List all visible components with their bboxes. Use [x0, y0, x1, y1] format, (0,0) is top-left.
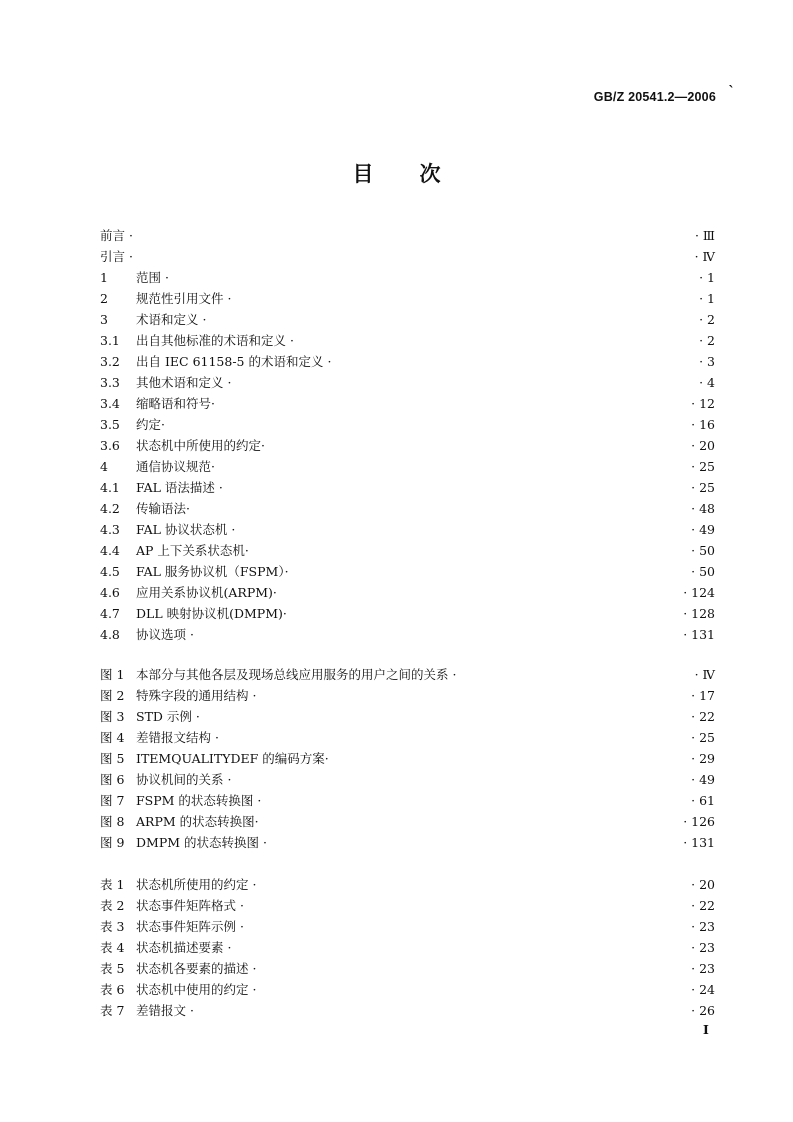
- toc-entry-title: AP 上下关系状态机·: [136, 543, 249, 558]
- toc-entry-page: · 25: [691, 459, 715, 474]
- toc-entry-title: DLL 映射协议机(DMPM)·: [136, 606, 287, 621]
- toc-entry-title: FAL 协议状态机 ·: [136, 522, 236, 537]
- toc-entry[interactable]: [100, 874, 715, 895]
- toc-entry-title: 差错报文结构 ·: [136, 730, 219, 745]
- toc-entry-number: 图 4: [100, 730, 125, 745]
- toc-entry-title: 规范性引用文件 ·: [136, 291, 232, 306]
- toc-entry-number: 4: [100, 459, 108, 474]
- toc-entry-number: 图 7: [100, 793, 125, 808]
- toc-entry-number: 4.7: [100, 606, 120, 621]
- toc-entry-page: · 3: [699, 354, 715, 369]
- toc-entry-page: · 24: [691, 982, 715, 997]
- toc-entry-number: 表 1: [100, 877, 125, 892]
- toc-entry[interactable]: [100, 267, 715, 288]
- toc-entry[interactable]: [100, 958, 715, 979]
- corner-mark: `: [728, 84, 735, 100]
- toc-entry-page: · 26: [691, 1003, 715, 1018]
- toc-entry-page: · 131: [683, 835, 715, 850]
- toc-entry-title: 差错报文 ·: [136, 1003, 194, 1018]
- toc-entry[interactable]: [100, 351, 715, 372]
- toc-entry[interactable]: [100, 246, 715, 267]
- toc-entry-title: 引言 ·: [100, 249, 133, 264]
- toc-entry-page: · 49: [691, 772, 715, 787]
- toc-entry-page: · 23: [691, 961, 715, 976]
- toc-entry[interactable]: [100, 706, 715, 727]
- toc-entry-title: 其他术语和定义 ·: [136, 375, 232, 390]
- standard-code: GB/Z 20541.2—2006: [593, 90, 716, 104]
- toc-entry[interactable]: [100, 414, 715, 435]
- toc-entry-title: 状态事件矩阵格式 ·: [136, 898, 244, 913]
- toc-entry-page: · 126: [683, 814, 715, 829]
- toc-entry[interactable]: [100, 769, 715, 790]
- toc-entry-page: · 22: [691, 709, 715, 724]
- toc-entry-page: · 23: [691, 919, 715, 934]
- toc-entry-title: 状态机所使用的约定 ·: [136, 877, 257, 892]
- toc-entry-number: 3.3: [100, 375, 120, 390]
- toc-entry-page: · 49: [691, 522, 715, 537]
- toc-entry-page: · 2: [699, 333, 715, 348]
- toc-entry-page: · 124: [683, 585, 715, 600]
- toc-entry-page: · 50: [691, 543, 715, 558]
- toc-entry-page: · 25: [691, 730, 715, 745]
- toc-entry-number: 3.4: [100, 396, 120, 411]
- toc-entry[interactable]: [100, 811, 715, 832]
- toc-entry-number: 图 1: [100, 667, 125, 682]
- toc-entry-page: · 25: [691, 480, 715, 495]
- toc-entry[interactable]: [100, 498, 715, 519]
- toc-tables: [100, 874, 715, 1021]
- toc-entry-title: 状态事件矩阵示例 ·: [136, 919, 244, 934]
- toc-entry-number: 图 9: [100, 835, 125, 850]
- toc-entry-number: 2: [100, 291, 108, 306]
- toc-entry-title: 协议机间的关系 ·: [136, 772, 232, 787]
- toc-entry[interactable]: [100, 832, 715, 853]
- toc-entry-page: · 131: [683, 627, 715, 642]
- toc-entry-number: 4.8: [100, 627, 120, 642]
- toc-entry-page: · 128: [683, 606, 715, 621]
- toc-entry-title: 状态机各要素的描述 ·: [136, 961, 257, 976]
- toc-entry[interactable]: [100, 624, 715, 645]
- toc-entry-title: 通信协议规范·: [136, 459, 215, 474]
- toc-entry[interactable]: [100, 979, 715, 1000]
- page-title: 目次: [352, 162, 487, 186]
- toc-entry-page: · 20: [691, 877, 715, 892]
- toc-entry[interactable]: [100, 519, 715, 540]
- toc-entry-number: 表 7: [100, 1003, 125, 1018]
- toc-entry-title: 出自其他标准的术语和定义 ·: [136, 333, 294, 348]
- toc-entry[interactable]: [100, 664, 715, 685]
- toc-entry[interactable]: [100, 603, 715, 624]
- toc-entry-title: ITEMQUALITYDEF 的编码方案·: [136, 751, 329, 766]
- toc-entry[interactable]: [100, 435, 715, 456]
- toc-entry-page: · 22: [691, 898, 715, 913]
- toc-entry[interactable]: [100, 1000, 715, 1021]
- toc-entry-page: · 48: [691, 501, 715, 516]
- toc-entry[interactable]: [100, 456, 715, 477]
- toc-entry[interactable]: [100, 748, 715, 769]
- toc-entry-title: 应用关系协议机(ARPM)·: [136, 585, 277, 600]
- toc-entry-title: 本部分与其他各层及现场总线应用服务的用户之间的关系 ·: [136, 667, 457, 682]
- toc-entry-title: STD 示例 ·: [136, 709, 200, 724]
- toc-entry[interactable]: [100, 330, 715, 351]
- toc-entry-title: 术语和定义 ·: [136, 312, 207, 327]
- toc-entry-number: 1: [100, 270, 108, 285]
- toc-entry-title: FAL 语法描述 ·: [136, 480, 223, 495]
- toc-figures: [100, 664, 715, 853]
- toc-entry-page: · Ⅲ: [694, 228, 715, 243]
- toc-entry-number: 表 2: [100, 898, 125, 913]
- toc-entry[interactable]: [100, 561, 715, 582]
- toc-entry[interactable]: [100, 288, 715, 309]
- toc-entry-title: 状态机中使用的约定 ·: [136, 982, 257, 997]
- toc-entry-number: 图 3: [100, 709, 125, 724]
- toc-entry-number: 表 4: [100, 940, 125, 955]
- toc-entry-title: 状态机描述要素 ·: [136, 940, 232, 955]
- toc-entry-page: · 50: [691, 564, 715, 579]
- toc-entry-number: 3: [100, 312, 108, 327]
- toc-entry-page: · 4: [699, 375, 715, 390]
- toc-entry-number: 图 6: [100, 772, 125, 787]
- toc-entry-title: ARPM 的状态转换图·: [136, 814, 259, 829]
- toc-entry-number: 4.6: [100, 585, 120, 600]
- toc-entry[interactable]: [100, 685, 715, 706]
- toc-entry-number: 4.1: [100, 480, 120, 495]
- toc-entry-number: 4.2: [100, 501, 120, 516]
- toc-entry-title: 缩略语和符号·: [136, 396, 215, 411]
- toc-entry-page: · 17: [691, 688, 715, 703]
- toc-entry-page: · 12: [691, 396, 715, 411]
- toc-entry[interactable]: [100, 916, 715, 937]
- toc-entry-title: FAL 服务协议机（FSPM）·: [136, 564, 289, 579]
- toc-entry[interactable]: [100, 225, 715, 246]
- toc-entry-number: 表 3: [100, 919, 125, 934]
- toc-entry-page: · 16: [691, 417, 715, 432]
- toc-entry-title: 协议选项 ·: [136, 627, 194, 642]
- toc-entry-page: · 61: [691, 793, 715, 808]
- toc-entry-title: 状态机中所使用的约定·: [136, 438, 265, 453]
- toc-entry-page: · 29: [691, 751, 715, 766]
- toc-entry[interactable]: [100, 540, 715, 561]
- toc-entry-title: 前言 ·: [100, 228, 133, 243]
- toc-entry[interactable]: [100, 477, 715, 498]
- toc-entry-number: 3.6: [100, 438, 120, 453]
- toc-entry[interactable]: [100, 393, 715, 414]
- toc-entry-number: 4.5: [100, 564, 120, 579]
- toc-entry[interactable]: [100, 582, 715, 603]
- toc-entry-page: · Ⅳ: [694, 667, 715, 682]
- toc-entry-title: 特殊字段的通用结构 ·: [136, 688, 257, 703]
- toc-entry-page: · 1: [699, 270, 715, 285]
- toc-entry-title: 出自 IEC 61158-5 的术语和定义 ·: [136, 354, 332, 369]
- toc-entry-title: FSPM 的状态转换图 ·: [136, 793, 262, 808]
- toc-entry-number: 3.1: [100, 333, 120, 348]
- toc-entry-number: 3.5: [100, 417, 120, 432]
- toc-entry-page: · 2: [699, 312, 715, 327]
- toc-entry[interactable]: [100, 790, 715, 811]
- toc-entry-number: 3.2: [100, 354, 120, 369]
- toc-entry-page: · 20: [691, 438, 715, 453]
- toc-entry[interactable]: [100, 309, 715, 330]
- toc-entry-title: 传输语法·: [136, 501, 190, 516]
- toc-entry-page: · 1: [699, 291, 715, 306]
- toc-entry-number: 4.3: [100, 522, 120, 537]
- toc-entry-title: DMPM 的状态转换图 ·: [136, 835, 267, 850]
- toc-entry-title: 范围 ·: [136, 270, 169, 285]
- toc-entry-number: 图 8: [100, 814, 125, 829]
- toc-entry-number: 表 6: [100, 982, 125, 997]
- page-number: I: [703, 1022, 709, 1037]
- toc-entry-title: 约定·: [136, 417, 165, 432]
- toc-entry[interactable]: [100, 937, 715, 958]
- toc-entry[interactable]: [100, 727, 715, 748]
- toc-entry-page: · 23: [691, 940, 715, 955]
- toc-entry[interactable]: [100, 372, 715, 393]
- toc-entry-page: · Ⅳ: [694, 249, 715, 264]
- toc-entry-number: 表 5: [100, 961, 125, 976]
- toc-entry-number: 图 2: [100, 688, 125, 703]
- toc-entry-number: 4.4: [100, 543, 120, 558]
- toc-entry[interactable]: [100, 895, 715, 916]
- toc-sections: [100, 225, 715, 645]
- toc-entry-number: 图 5: [100, 751, 125, 766]
